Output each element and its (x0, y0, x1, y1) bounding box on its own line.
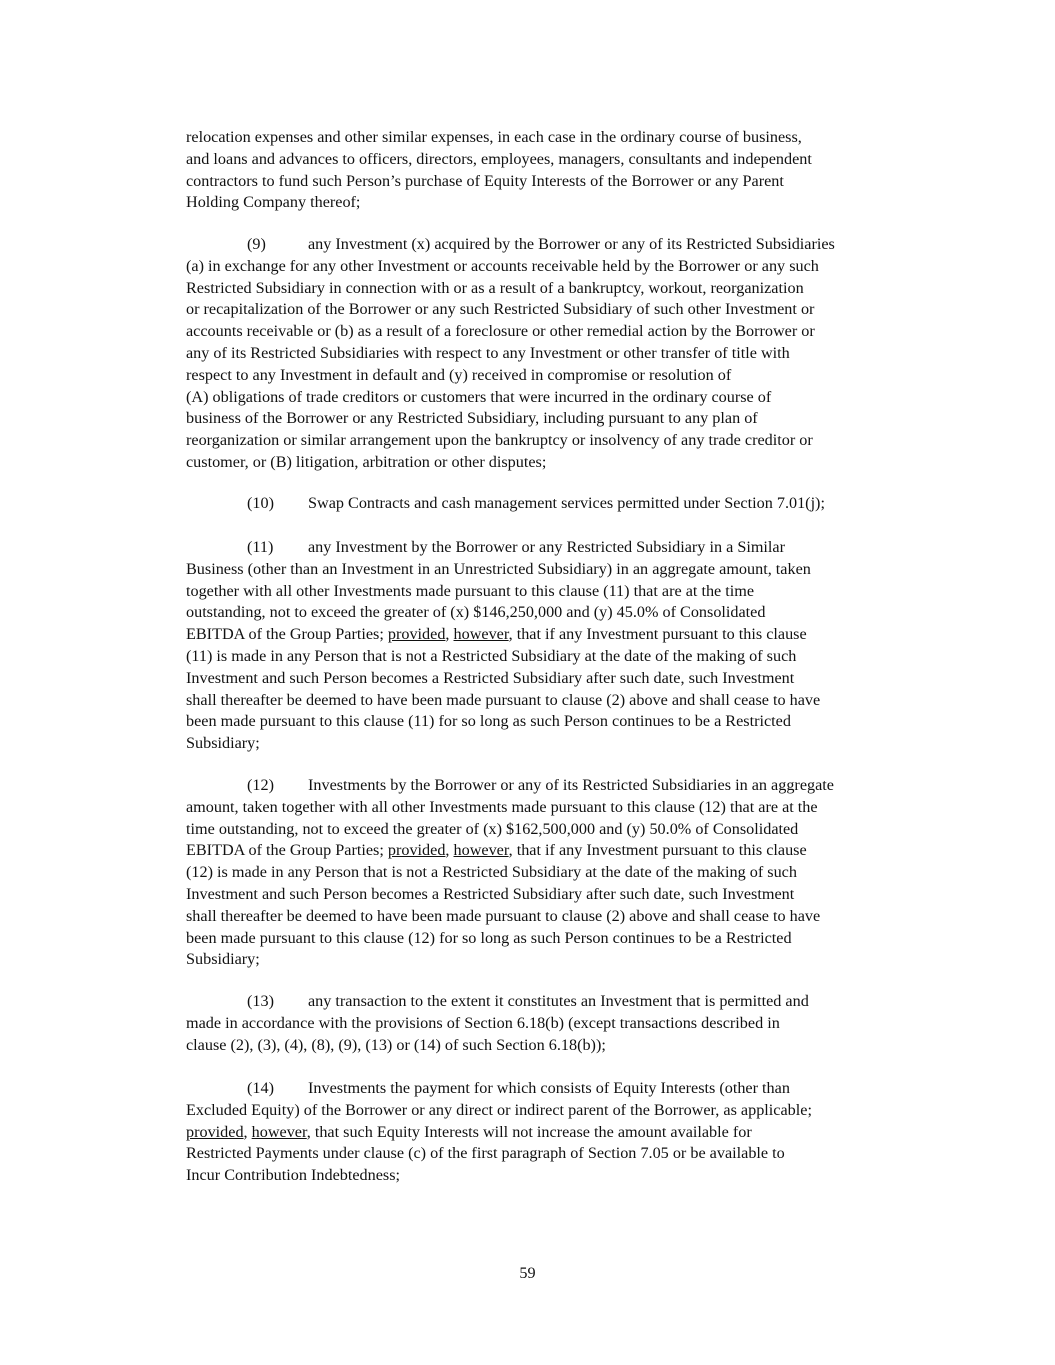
clause-10 (186, 493, 934, 515)
text-line: reorganization or similar arrangement upon the bankruptcy or insolvency of any trade creditor or (186, 431, 813, 450)
proviso-line (186, 840, 934, 862)
proviso-prefix: EBITDA of the Group Parties; (186, 625, 388, 644)
text-line: (A) obligations of trade creditors or customers that were incurred in the ordinary course of (186, 387, 772, 406)
clause-number: (11) (247, 538, 274, 556)
clause-text: Swap Contracts and cash management services permitted under Section 7.01(j); (308, 494, 825, 512)
however-term: however (251, 1122, 307, 1141)
text-line: accounts receivable or (b) as a result of a foreclosure or other remedial action by the Borrower or (186, 322, 815, 341)
text-line: Excluded Equity) of the Borrower or any direct or indirect parent of the Borrower, as applicable; (186, 1100, 812, 1119)
text-line: (12) is made in any Person that is not a Restricted Subsidiary at the date of the making of such (186, 863, 797, 882)
text-line: clause (2), (3), (4), (8), (9), (13) or (14) of such Section 6.18(b)); (186, 1035, 606, 1054)
text-line: been made pursuant to this clause (11) for so long as such Person continues to be a Restricted (186, 712, 791, 731)
clause-9 (186, 234, 934, 474)
however-term: however (453, 841, 509, 860)
text-line: business of the Borrower or any Restricted Subsidiary, including pursuant to any plan of (186, 409, 758, 428)
clause-text: Investments the payment for which consists of Equity Interests (other than (308, 1079, 790, 1097)
provided-term: provided (387, 625, 446, 644)
proviso-suffix: , that if any Investment pursuant to this clause (508, 625, 807, 644)
text-line: or recapitalization of the Borrower or any such Restricted Subsidiary of such other Investment or (186, 300, 815, 319)
provided-term: provided (387, 841, 446, 860)
paragraph-continued (186, 127, 934, 214)
provided-term: provided (186, 1122, 244, 1141)
text-line: Restricted Payments under clause (c) of the first paragraph of Section 7.05 or be available to (186, 1144, 785, 1163)
proviso-suffix: , that if any Investment pursuant to this clause (508, 841, 807, 860)
text-line: been made pursuant to this clause (12) for so long as such Person continues to be a Restricted (186, 928, 792, 947)
text-line: made in accordance with the provisions of Section 6.18(b) (except transactions described in (186, 1013, 780, 1032)
clause-first-line (186, 537, 934, 559)
text-line: Incur Contribution Indebtedness; (186, 1166, 400, 1185)
text-line: outstanding, not to exceed the greater of (x) $146,250,000 and (y) 45.0% of Consolidated (186, 603, 766, 622)
page-number: 59 (519, 1264, 536, 1282)
clause-first-line (186, 234, 934, 256)
proviso-line (186, 1122, 934, 1144)
clause-first-line (186, 991, 934, 1013)
clause-13 (186, 991, 934, 1056)
clause-number: (14) (247, 1079, 274, 1097)
text-line: together with all other Investments made pursuant to this clause (11) that are at the time (186, 581, 755, 600)
text-line: Holding Company thereof; (186, 193, 361, 212)
text-line: Subsidiary; (186, 734, 260, 753)
clause-text: any Investment by the Borrower or any Restricted Subsidiary in a Similar (308, 538, 785, 556)
text-line: Restricted Subsidiary in connection with or as a result of a bankruptcy, workout, reorganization (186, 278, 804, 297)
text-line: contractors to fund such Person’s purchase of Equity Interests of the Borrower or any Parent (186, 171, 784, 190)
clause-text: any transaction to the extent it constitutes an Investment that is permitted and (308, 992, 809, 1010)
text-line: shall thereafter be deemed to have been made pursuant to clause (2) above and shall cease to have (186, 906, 821, 925)
clause-number: (12) (247, 776, 274, 794)
text-line: time outstanding, not to exceed the greater of (x) $162,500,000 and (y) 50.0% of Consolidated (186, 819, 799, 838)
clause-text: any Investment (x) acquired by the Borrower or any of its Restricted Subsidiaries (308, 235, 835, 253)
proviso-prefix: EBITDA of the Group Parties; (186, 841, 388, 860)
text-line: (a) in exchange for any other Investment or accounts receivable held by the Borrower or any such (186, 256, 819, 275)
text-line: Investment and such Person becomes a Restricted Subsidiary after such date, such Investment (186, 668, 795, 687)
clause-11 (186, 537, 934, 755)
clause-number: (9) (247, 235, 266, 253)
clause-number: (13) (247, 992, 274, 1010)
text-line: (11) is made in any Person that is not a Restricted Subsidiary at the date of the making of such (186, 646, 797, 665)
text-line: Business (other than an Investment in an Unrestricted Subsidiary) in an aggregate amount, taken (186, 559, 811, 578)
text-line: shall thereafter be deemed to have been made pursuant to clause (2) above and shall cease to have (186, 690, 821, 709)
comma: , (445, 841, 454, 860)
clause-first-line (186, 493, 934, 515)
clause-number: (10) (247, 494, 274, 512)
clause-first-line (186, 775, 934, 797)
proviso-line (186, 624, 934, 646)
text-line: and loans and advances to officers, directors, employees, managers, consultants and independent (186, 149, 812, 168)
text-line: amount, taken together with all other Investments made pursuant to this clause (12) that are at the (186, 797, 818, 816)
clause-12 (186, 775, 934, 971)
comma: , (243, 1122, 252, 1141)
however-term: however (453, 625, 509, 644)
clause-first-line (186, 1078, 934, 1100)
text-line: Investment and such Person becomes a Restricted Subsidiary after such date, such Investment (186, 884, 795, 903)
text-line: customer, or (B) litigation, arbitration or other disputes; (186, 452, 547, 471)
proviso-suffix: , that such Equity Interests will not increase the amount available for (306, 1122, 752, 1141)
text-line: Subsidiary; (186, 950, 260, 969)
text-line: any of its Restricted Subsidiaries with respect to any Investment or other transfer of title with (186, 343, 790, 362)
text-line: respect to any Investment in default and (y) received in compromise or resolution of (186, 365, 732, 384)
clause-text: Investments by the Borrower or any of its Restricted Subsidiaries in an aggregate (308, 776, 834, 794)
text-line: relocation expenses and other similar expenses, in each case in the ordinary course of business, (186, 128, 802, 146)
comma: , (445, 625, 454, 644)
clause-14 (186, 1078, 934, 1187)
